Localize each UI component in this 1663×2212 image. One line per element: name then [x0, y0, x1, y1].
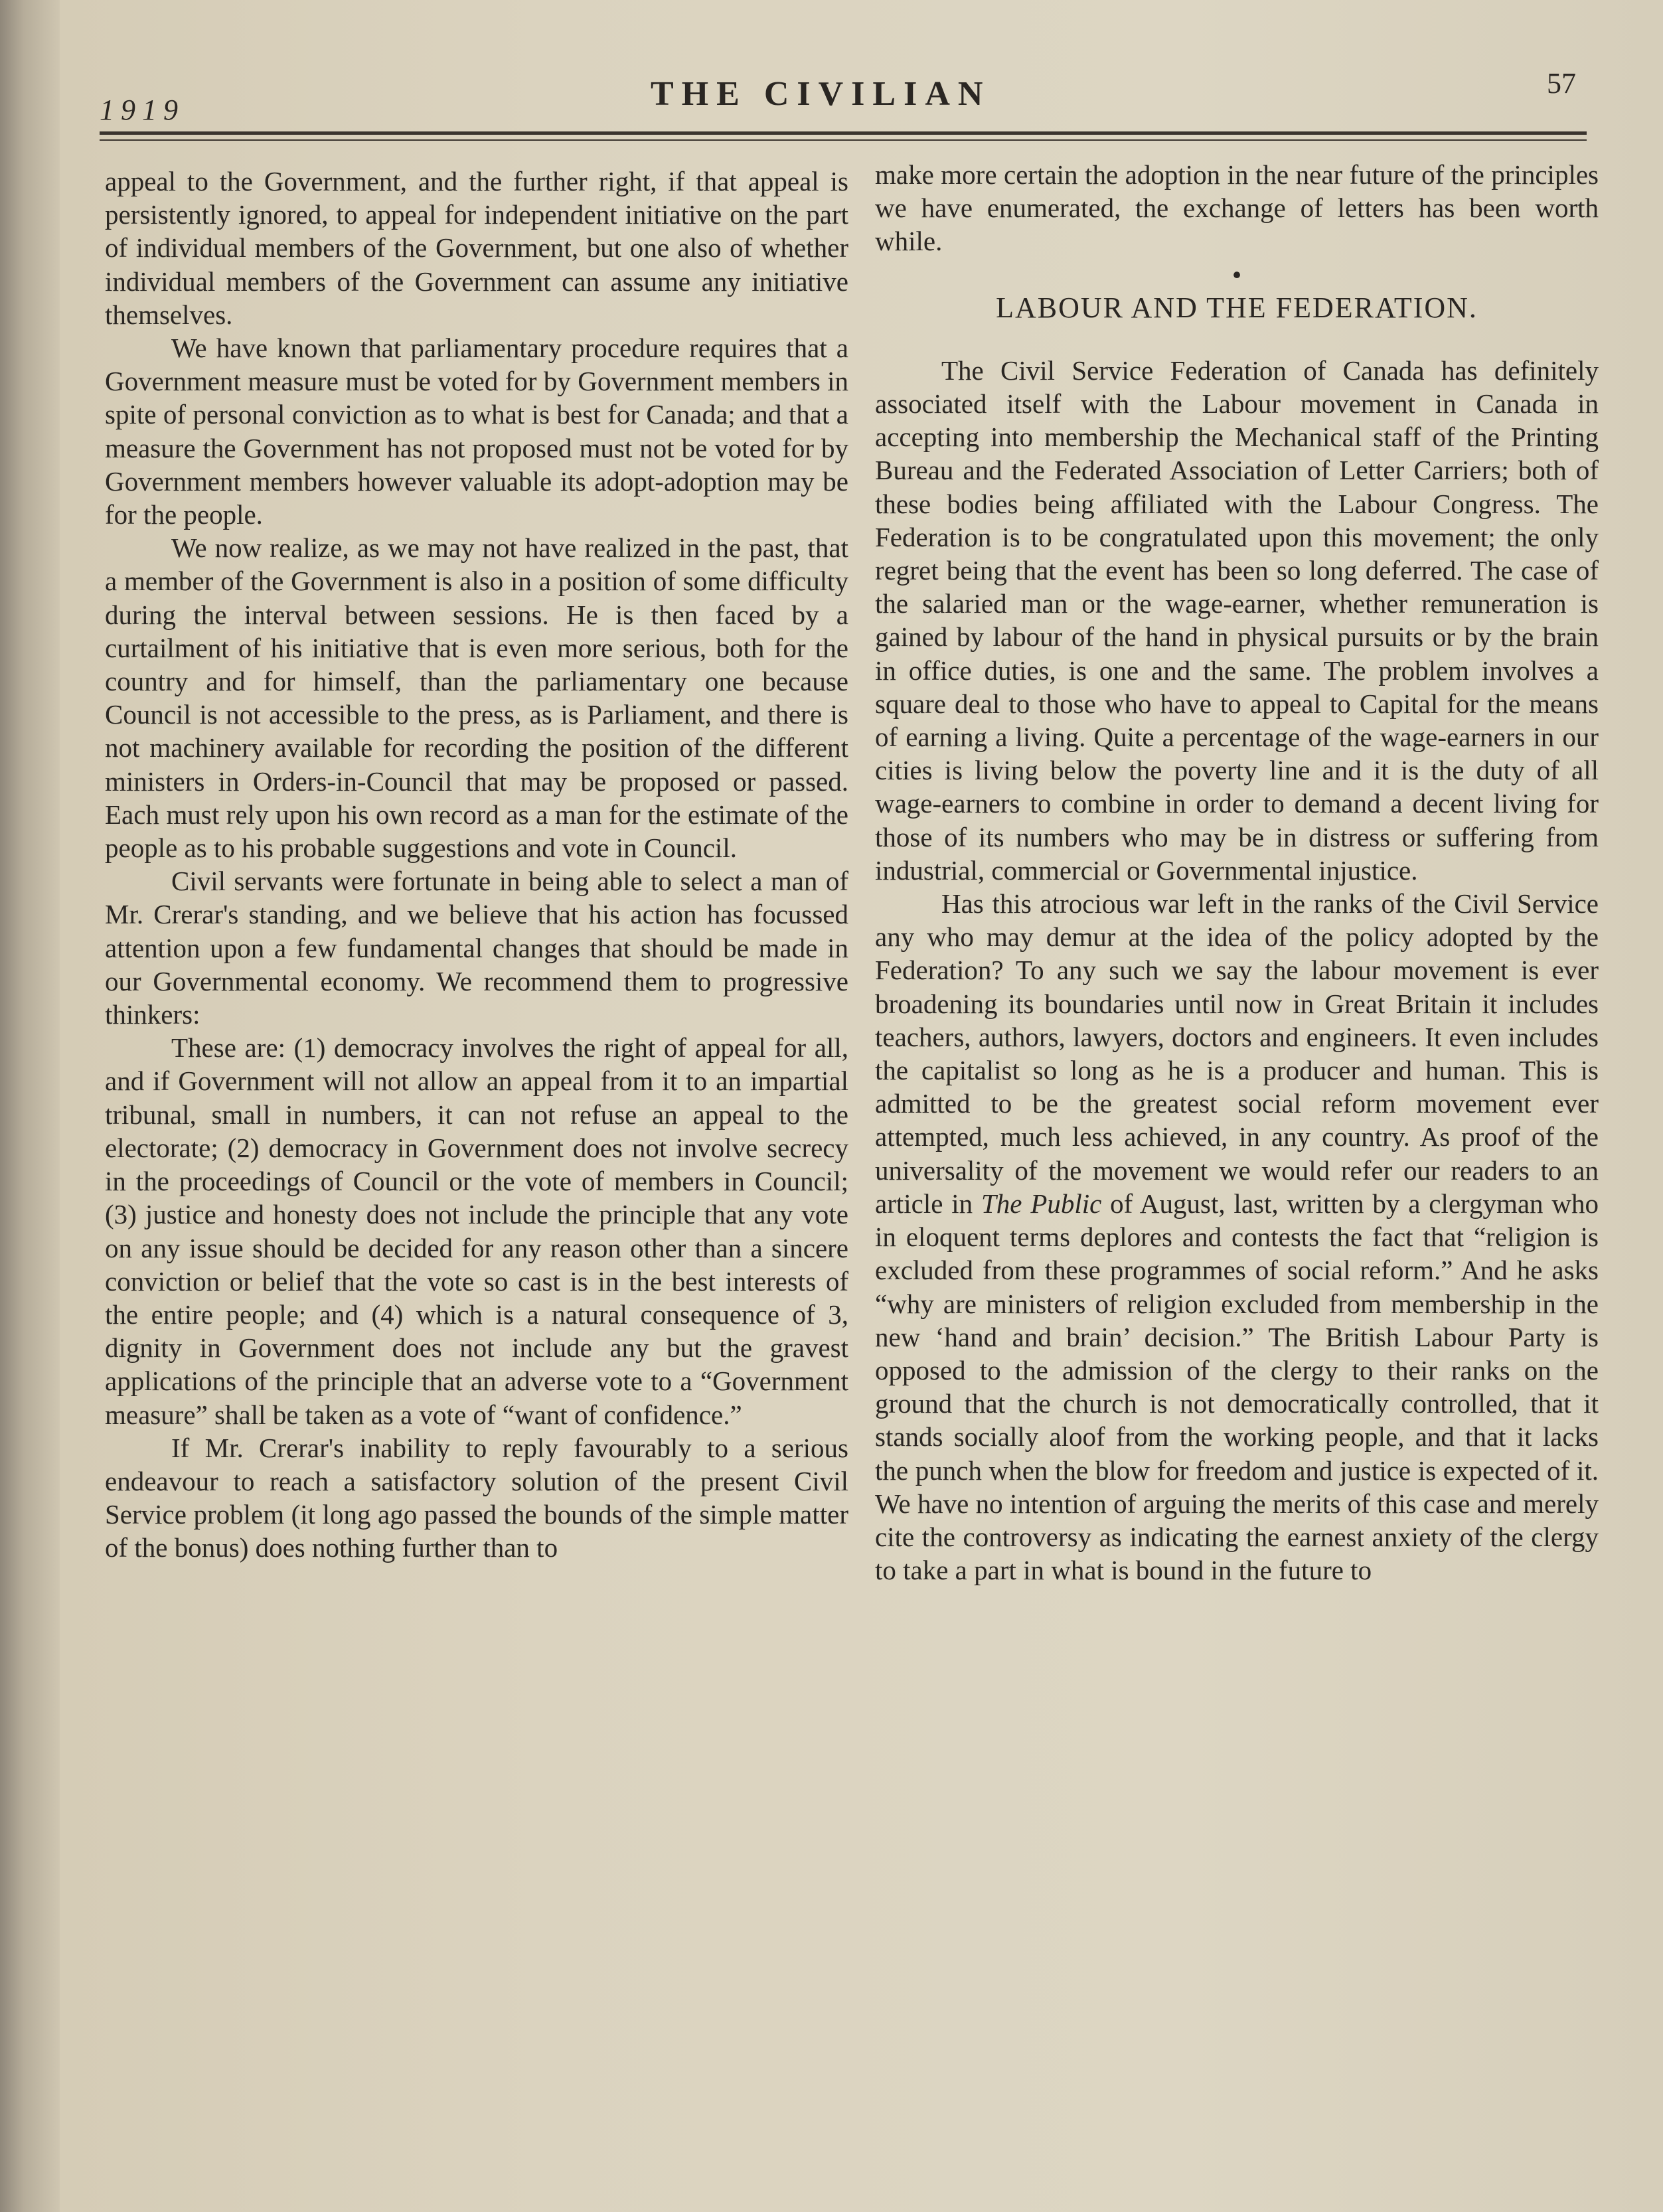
paragraph-continued-right: make more certain the adoption in the near future of the principles we have enumerated, the exchange of letters has been worth while. [875, 159, 1599, 257]
paragraph-principles: These are: (1) democracy involves the right of appeal for all, and if Government will not allow an appeal from it to an impartial tribunal, small in numbers, it can not refuse an appeal to the electorate; (2) democracy in Government does not involve secrecy in the proceedings of Council or the vote of members in Council; (3) justice and honesty does not include the principle that any vote on any issue should be decided for any reason other than a sincere conviction or belief that the vote so cast is in the best interests of the entire people; and (4) which is a natural consequence of 3, dignity in Government does not include any but the gravest applications of the principle that an adverse vote to a “Government measure” shall be taken as a vote of “want of confidence.” [105, 1032, 848, 1430]
page-number: 57 [1547, 67, 1576, 100]
right-column [875, 158, 1599, 1587]
paragraph-member-difficulty: We now realize, as we may not have realized in the past, that a member of the Government is also in a position of some difficulty during the interval between sessions. He is then faced by a curtailment of his initiative that is even more serious, both for the country and for himself, than the parliamentary one because Council is not accessible to the press, as is Parliament, and there is not machinery available for recording the position of the different ministers in Orders-in-Council that may be proposed or passed. Each must rely upon his own record as a man for the estimate of the people as to his probable suggestions and vote in Council. [105, 532, 848, 864]
book-spine-shadow [0, 0, 60, 2212]
publication-title: The Public [981, 1188, 1102, 1219]
paragraph-text-after: of August, last, written by a clergyman who in eloquent terms deplores and contests the fact that “religion is excluded from these programmes of social reform.” And he asks “why are ministers of religion excluded from membership in the new ‘hand and brain’ decision.” The British Labour Party is opposed to the admission of the clergy to their ranks on the ground that the church is not democratically controlled, that it stands socially aloof from the working people, and that it lacks the punch when the blow for freedom and justice is expected of it. We have no intention of arguing the merits of this case and merely cite the controversy as indicating the earnest anxiety of the clergy to take a part in what is bound in the future to [875, 1188, 1599, 1586]
paragraph-text-before: Has this atrocious war left in the ranks of the Civil Service any who may demur at the idea of the policy adopted by the Federation? To any such we say the labour movement is ever broadening its boundaries until now in Great Britain it includes teachers, authors, lawyers, doctors and engineers. It even includes the capitalist so long as he is a producer and human. This is admitted to be the greatest social reform movement ever attempted, much less achieved, in any country. As proof of the universality of the movement we would refer our readers to an article in [875, 888, 1599, 1219]
paragraph-crerar-inability: If Mr. Crerar's inability to reply favourably to a serious endeavour to reach a satisfactory solution of the present Civil Service problem (it long ago passed the bounds of the simple matter of the bonus) does nothing further than to [105, 1432, 848, 1563]
header-rule-thick [100, 131, 1587, 135]
header-year: 1919 [100, 94, 185, 126]
header-title: THE CIVILIAN [651, 75, 991, 113]
section-heading: LABOUR AND THE FEDERATION. [996, 291, 1478, 324]
section-ornament: • [1231, 259, 1242, 290]
header-rule-thin [100, 139, 1587, 141]
paragraph-atrocious-war [875, 887, 1599, 1587]
paragraph-parliamentary-procedure: We have known that parliamentary procedure requires that a Government measure must be voted for by Government members in spite of personal conviction as to what is best for Canada; and that a measure the Government has not proposed must not be voted for by Government members however valuable its adopt-adoption may be for the people. [105, 333, 848, 530]
left-column [105, 165, 848, 1565]
paragraph-federation-labour: The Civil Service Federation of Canada has definitely associated itself with the Labour movement in Canada in accepting into membership the Mechanical staff of the Printing Bureau and the Federated Association of Letter Carriers; both of these bodies being affiliated with the Labour Congress. The Federation is to be congratulated upon this movement; the only regret being that the event has been so long deferred. The case of the salaried man or the wage-earner, whether remuneration is gained by labour of the hand in physical pursuits or by the brain in office duties, is one and the same. The problem involves a square deal to those who have to appeal to Capital for the means of earning a living. Quite a percentage of the wage-earners in our cities is living below the poverty line and it is the duty of all wage-earners to combine in order to demand a decent living for those of its numbers who may be in distress or suffering from industrial, commercial or Governmental injustice. [875, 355, 1599, 886]
paragraph-crerar-standing: Civil servants were fortunate in being able to select a man of Mr. Crerar's standing, and we believe that his action has focussed attention upon a few fundamental changes that should be made in our Governmental economy. We recommend them to progressive thinkers: [105, 866, 848, 1030]
paragraph-continued: appeal to the Government, and the further right, if that appeal is persistently ignored, to appeal for independent initiative on the part of individual members of the Government, but one also of whether individual members of the Government can assume any initiative themselves. [105, 166, 848, 330]
